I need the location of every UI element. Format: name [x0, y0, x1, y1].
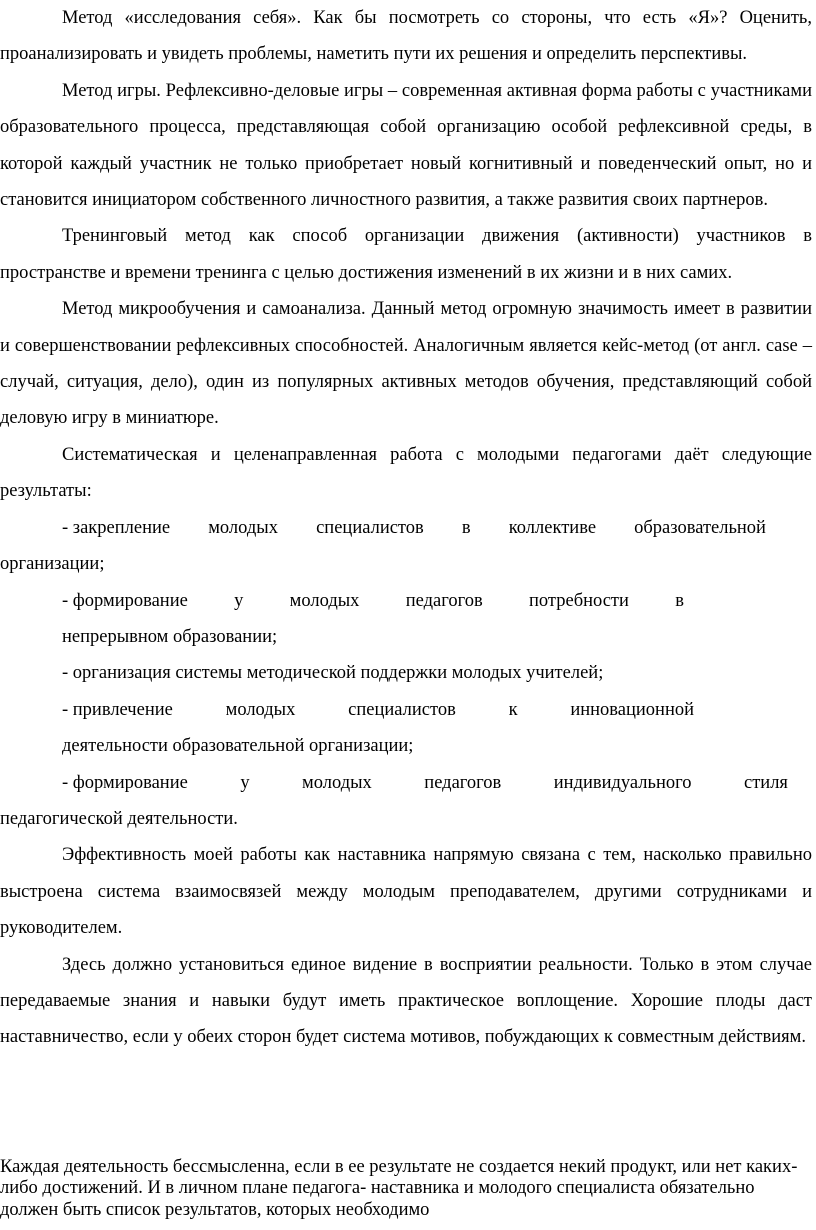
paragraph-shared-vision: Здесь должно установиться единое видение в восприятии реальности. Только в этом случае передаваемые знания и навыки будут иметь практическое воплощение. Хорошие плоды даст наставничество, если у обеих сторон будет система мотивов, побуждающих к совместным действиям. — [0, 954, 812, 1048]
list-item-first-line — [0, 692, 812, 728]
list-word: специалистов — [348, 699, 456, 720]
paragraph-game-method: Метод игры. Рефлексивно-деловые игры – современная активная форма работы с участниками образовательного процесса, представляющая собой организацию особой рефлексивной среды, в которой каждый участник не только приобретает новый когнитивный и поведенческий опыт, но и становится инициатором собственного личностного развития, а также развития своих партнеров. — [0, 80, 812, 211]
list-item — [0, 692, 816, 765]
list-word: - закрепление — [62, 517, 171, 538]
list-word: в — [461, 517, 471, 538]
paragraph-mentor-effectiveness: Эффективность моей работы как наставника напрямую связана с тем, насколько правильно выстроена система взаимосвязей между молодым преподавателем, другими сотрудниками и руководителем. — [0, 845, 812, 939]
paragraph-microlearning-method: Метод микрообучения и самоанализа. Данный метод огромную значимость имеет в развитии и совершенствовании рефлексивных способностей. Аналогичным является кейс-метод (от англ. case – случай, ситуация, дело), один из популярных активных методов обучения, представляющий собой деловую игру в миниатюре. — [0, 299, 812, 429]
paragraph-results-intro: Систематическая и целенаправленная работа с молодыми педагогами даёт следующие результаты: — [0, 444, 812, 502]
list-word: молодых — [225, 699, 296, 720]
paragraph-training-method: Тренинговый метод как способ организации движения (активности) участников в пространстве и времени тренинга с целью достижения изменений в их жизни и в них самих. — [0, 226, 812, 283]
list-word: молодых — [289, 590, 360, 611]
list-word: потребности — [529, 590, 629, 611]
list-word: у — [234, 590, 244, 611]
paragraph-results-tail: Каждая деятельность бессмысленна, если в ее результате не создается некий продукт, или нет каких-либо достижений. И в личном плане педагога- наставника и молодого специалиста обязательно должен быть список результатов, которых необходимо — [0, 1157, 798, 1220]
list-word: - формирование — [62, 590, 188, 611]
list-item-first-line — [0, 765, 812, 801]
list-item-continuation: педагогической деятельности. — [0, 808, 238, 829]
list-word: стиля — [744, 772, 788, 793]
list-word: индивидуального — [553, 772, 692, 793]
list-word: молодых — [302, 772, 372, 793]
list-word: - формирование — [62, 772, 188, 793]
list-item-continuation: непрерывном образовании; — [62, 626, 278, 647]
list-item — [0, 510, 816, 583]
paragraph-self-study-method: Метод «исследования себя». Как бы посмотреть со стороны, что есть «Я»? Оценить, проанализировать и увидеть проблемы, наметить пути их решения и определить перспективы. — [0, 8, 812, 65]
list-word: молодых — [208, 517, 278, 538]
list-item-continuation: организации; — [0, 554, 105, 575]
list-item-first-line — [0, 510, 812, 546]
list-word: образовательной — [634, 517, 766, 538]
list-word: у — [240, 772, 250, 793]
list-item-first-line — [0, 583, 812, 619]
results-list — [0, 510, 816, 838]
list-word: инновационной — [570, 699, 694, 720]
list-item-continuation: деятельности образовательной организации; — [62, 736, 414, 757]
list-word: педагогов — [405, 590, 483, 611]
list-word: в — [675, 590, 684, 611]
list-word: - привлечение — [62, 699, 173, 720]
list-word: педагогов — [424, 772, 502, 793]
list-word: коллективе — [508, 517, 597, 538]
list-word: специалистов — [316, 517, 424, 538]
list-item — [0, 583, 816, 656]
list-item — [0, 765, 816, 838]
list-word: к — [508, 699, 518, 720]
list-item: - организация системы методической поддержки молодых учителей; — [62, 663, 604, 684]
